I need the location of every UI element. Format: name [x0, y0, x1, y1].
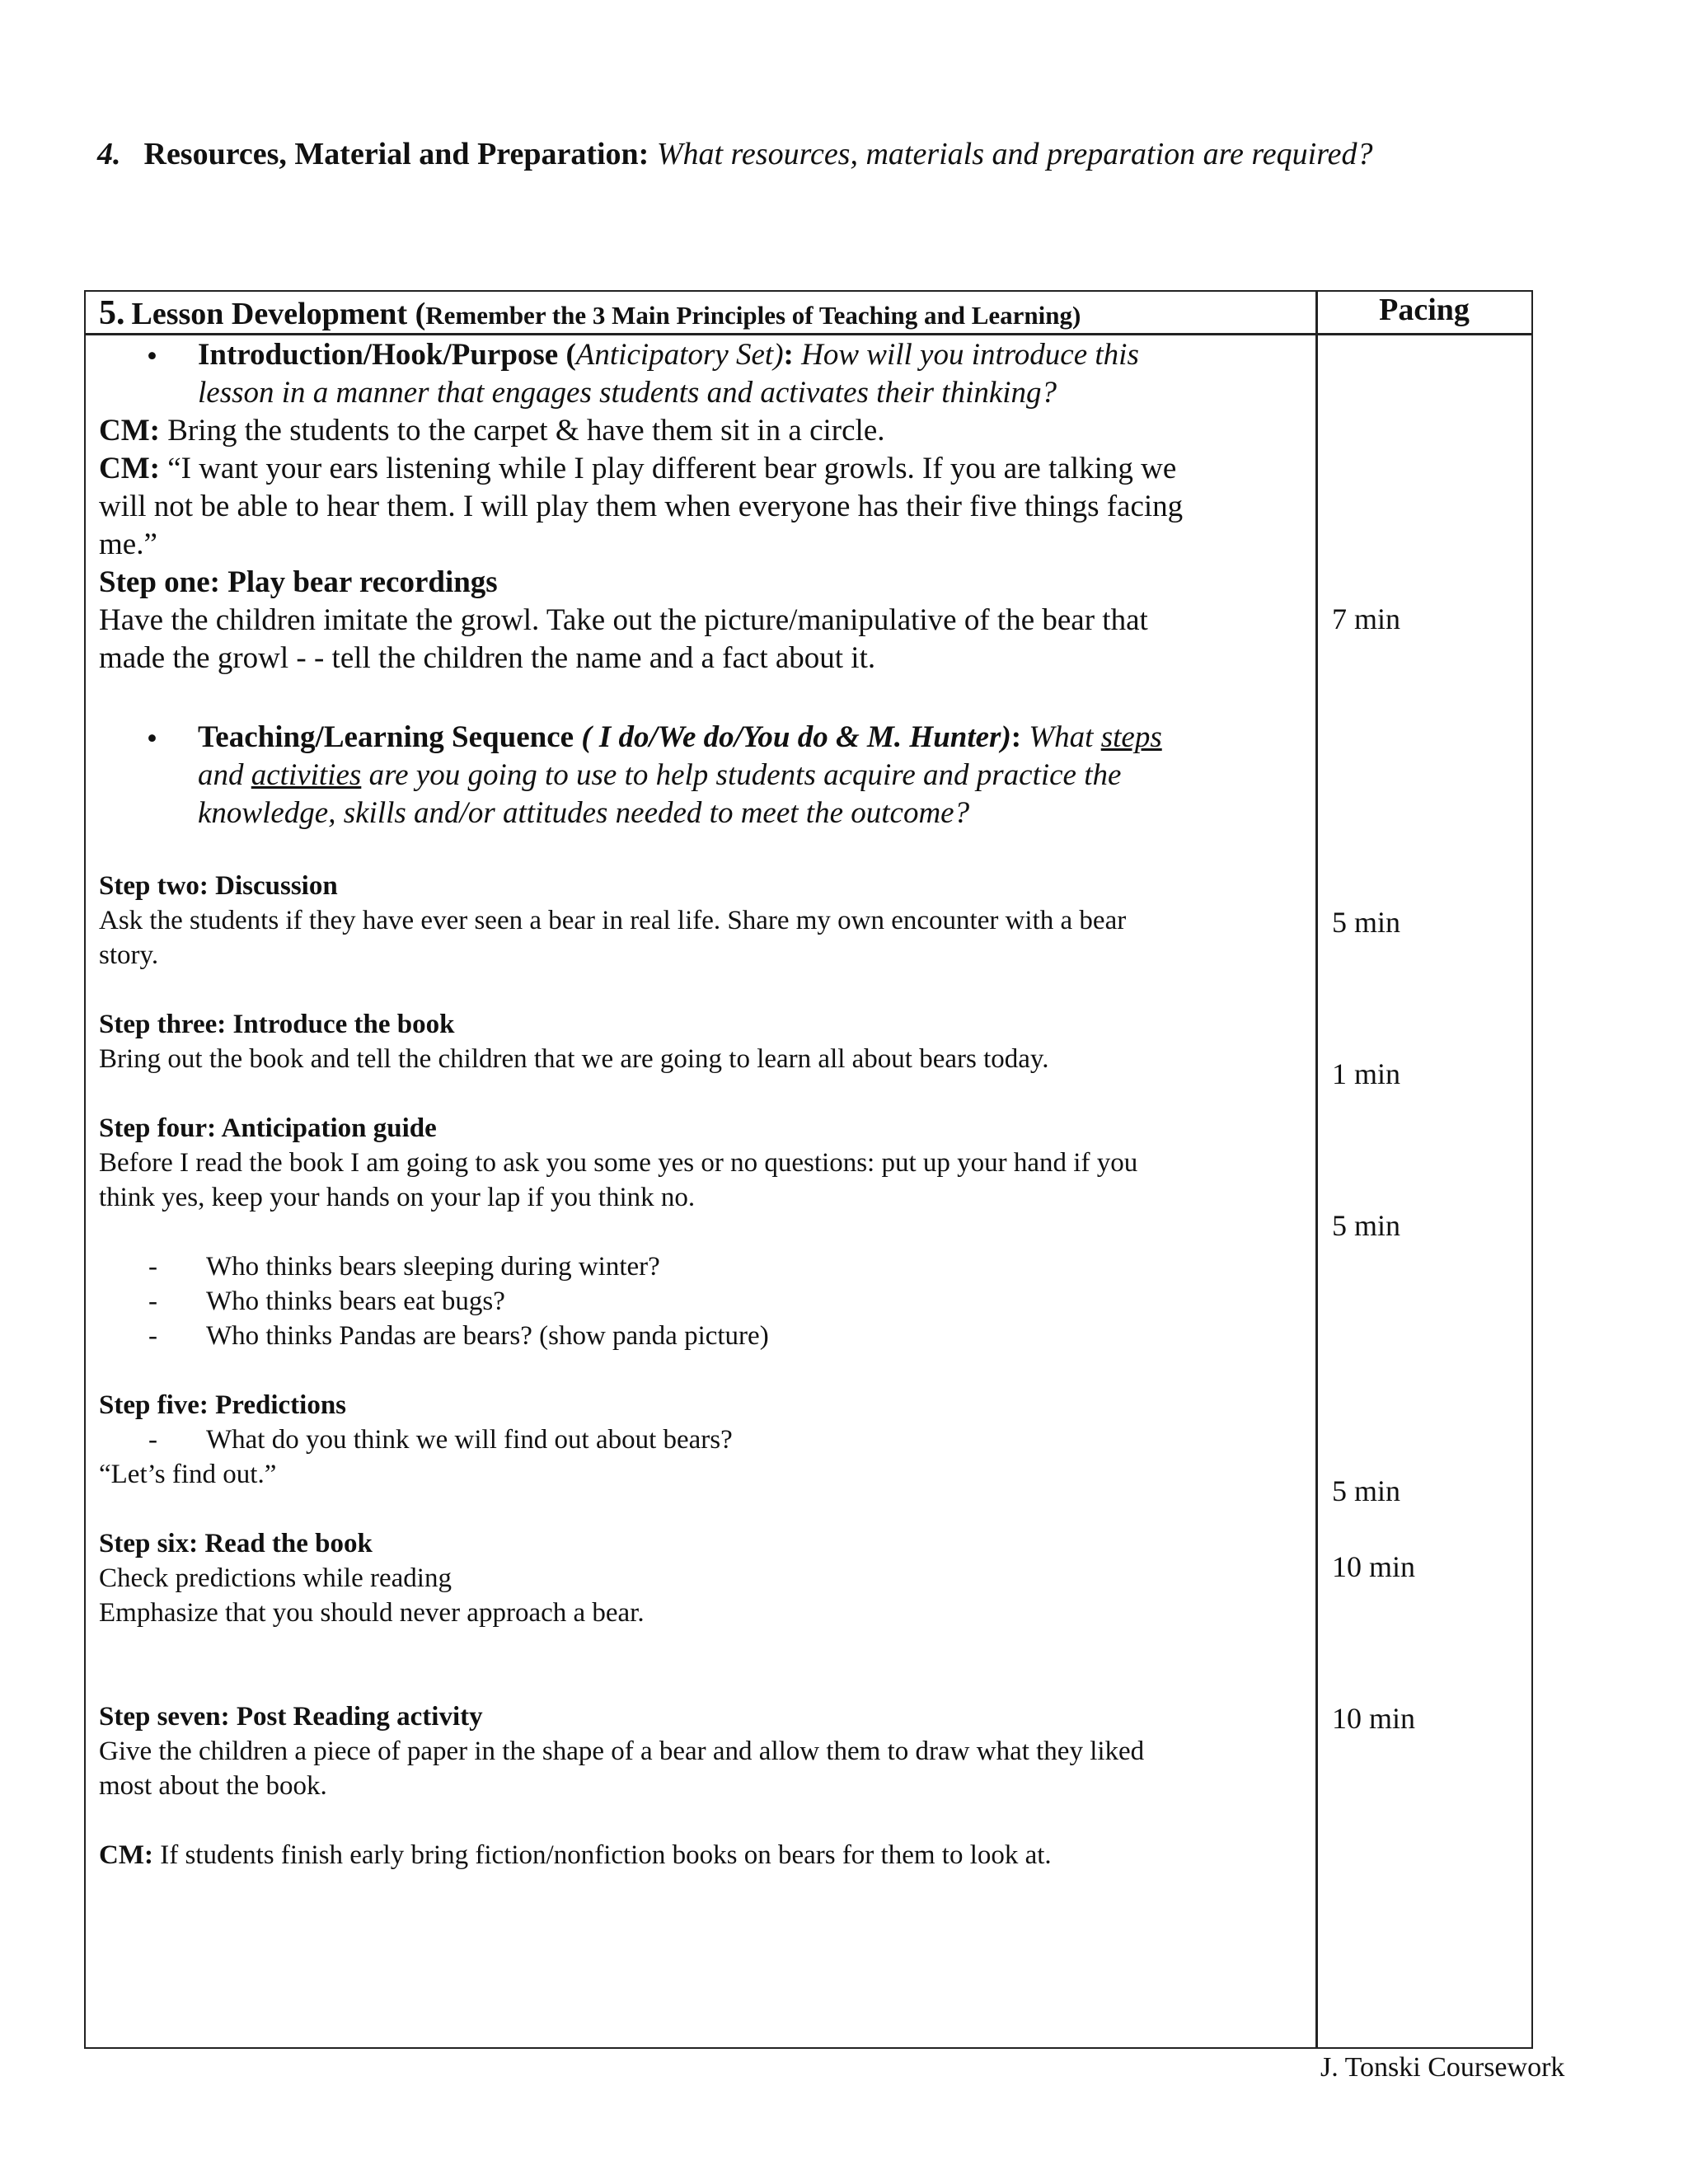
bullet-marker: • — [147, 340, 157, 373]
pacing-value: 10 min — [1332, 1702, 1416, 1735]
pacing-column-header: Pacing — [1379, 293, 1470, 327]
intro-question: How will you introduce this — [801, 338, 1139, 372]
step-seven-title: Step seven: Post Reading activity — [99, 1702, 483, 1732]
dash-marker: - — [148, 1321, 157, 1351]
header-divider — [84, 333, 1533, 335]
pacing-value: 5 min — [1332, 1474, 1401, 1507]
step-seven-text-2: most about the book. — [99, 1771, 327, 1801]
intro-question-cont: lesson in a manner that engages students and activates their thinking? — [198, 376, 1057, 410]
cm-quote: CM: “I want your ears listening while I play different bear growls. If you are talking we — [99, 452, 1177, 485]
pacing-value: 5 min — [1332, 906, 1401, 939]
teaching-question-cont: knowledge, skills and/or attitudes needed to meet the outcome? — [198, 796, 970, 830]
footer-credit: J. Tonski Coursework — [1320, 2052, 1565, 2083]
dash-marker: - — [148, 1286, 157, 1316]
step-three-title: Step three: Introduce the book — [99, 1010, 455, 1039]
teaching-heading: Teaching/Learning Sequence ( I do/We do/You do & M. Hunter): What steps — [198, 720, 1162, 754]
teaching-label: Teaching/Learning Sequence — [198, 720, 574, 754]
cm-label: CM: — [99, 1840, 153, 1870]
step-four-text-2: think yes, keep your hands on your lap if you think no. — [99, 1183, 696, 1212]
list-item: - Who thinks bears sleeping during winter? — [99, 1249, 660, 1284]
cm-note: CM: If students finish early bring fiction/nonfiction books on bears for them to look at. — [99, 1840, 1052, 1870]
step-one-title: Step one: Play bear recordings — [99, 565, 498, 599]
intro-anticipatory: Anticipatory Set) — [575, 338, 784, 372]
intro-label: Introduction/Hook/Purpose ( — [198, 338, 576, 372]
dash-marker: - — [148, 1252, 157, 1282]
step-two-text-2: story. — [99, 940, 159, 970]
list-item: - Who thinks bears eat bugs? — [99, 1284, 505, 1319]
list-item: - Who thinks Pandas are bears? (show panda picture) — [99, 1319, 769, 1353]
step-seven-text: Give the children a piece of paper in the shape of a bear and allow them to draw what they liked — [99, 1736, 1145, 1766]
teaching-activities: activities — [251, 758, 362, 792]
step-six-text: Check predictions while reading — [99, 1563, 452, 1593]
teaching-steps: steps — [1100, 720, 1162, 754]
cm-quote-line2: will not be able to hear them. I will play them when everyone has their five things facing — [99, 490, 1184, 523]
pacing-value: 1 min — [1332, 1057, 1401, 1090]
cm-label: CM: — [99, 414, 160, 448]
section-question: What resources, materials and preparation are required? — [656, 137, 1373, 171]
step-four-title: Step four: Anticipation guide — [99, 1113, 437, 1143]
list-item: - What do you think we will find out about bears? — [99, 1422, 733, 1457]
section-5-heading — [99, 293, 1081, 333]
step-four-text: Before I read the book I am going to ask you some yes or no questions: put up your hand if you — [99, 1148, 1138, 1178]
cm-note: CM: Bring the students to the carpet & have them sit in a circle. — [99, 414, 885, 448]
section-number: 4. — [97, 137, 121, 171]
intro-heading: Introduction/Hook/Purpose (Anticipatory Set): How will you introduce this — [198, 338, 1139, 372]
step-six-title: Step six: Read the book — [99, 1529, 373, 1558]
section-4-heading — [97, 136, 1372, 172]
teaching-question: and activities are you going to use to help students acquire and practice the — [198, 758, 1122, 792]
step-five-title: Step five: Predictions — [99, 1390, 347, 1420]
step-two-title: Step two: Discussion — [99, 871, 338, 901]
bullet-marker: • — [147, 722, 157, 756]
cm-label: CM: — [99, 452, 160, 485]
section-number: 5. — [99, 294, 125, 332]
step-two-text: Ask the students if they have ever seen a bear in real life. Share my own encounter with a bear — [99, 906, 1127, 935]
cm-quote-line3: me.” — [99, 527, 157, 561]
section-title: Resources, Material and Preparation: — [143, 137, 649, 171]
step-one-text: Have the children imitate the growl. Take out the picture/manipulative of the bear that — [99, 603, 1148, 637]
pacing-value: 7 min — [1332, 602, 1401, 635]
dash-marker: - — [148, 1425, 157, 1455]
step-five-quote: “Let’s find out.” — [99, 1460, 277, 1489]
pacing-value: 5 min — [1332, 1209, 1401, 1242]
section-title: Lesson Development ( — [131, 297, 426, 331]
step-three-text: Bring out the book and tell the children that we are going to learn all about bears today. — [99, 1044, 1049, 1074]
step-six-text-2: Emphasize that you should never approach a bear. — [99, 1598, 645, 1628]
teaching-model: ( I do/We do/You do & M. Hunter) — [581, 720, 1011, 754]
section-subtitle: Remember the 3 Main Principles of Teaching and Learning) — [425, 301, 1081, 330]
pacing-value: 10 min — [1332, 1550, 1416, 1583]
column-divider — [1315, 290, 1318, 2049]
step-one-text-2: made the growl - - tell the children the name and a fact about it. — [99, 641, 876, 675]
